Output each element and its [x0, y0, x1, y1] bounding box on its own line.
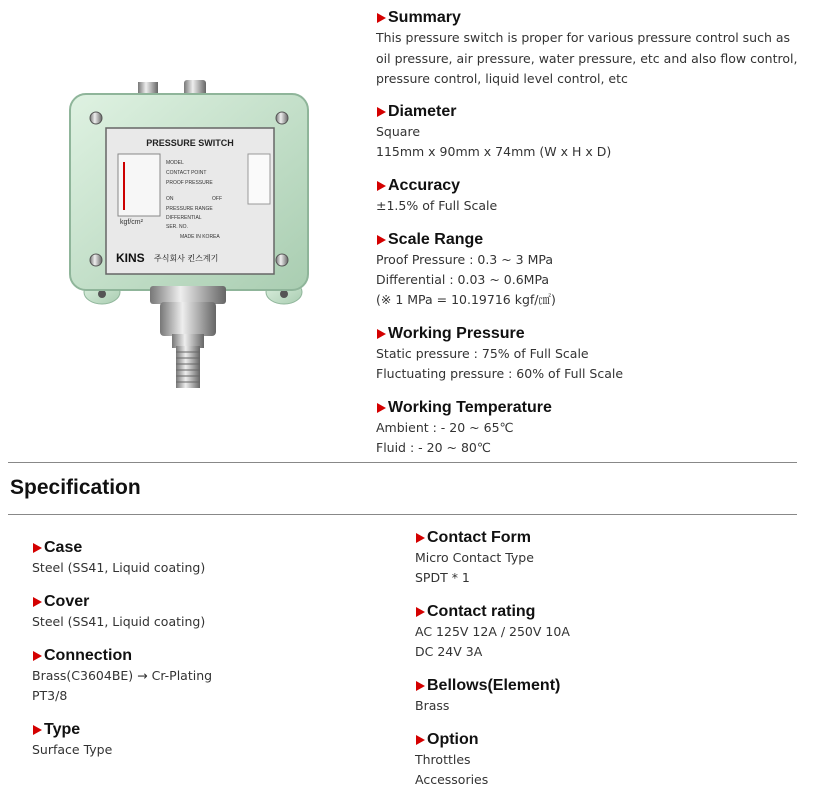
- option-line-2: Accessories: [415, 772, 489, 787]
- svg-text:PROOF PRESSURE: PROOF PRESSURE: [166, 180, 213, 186]
- diameter-section: [376, 102, 611, 162]
- working-pressure-line-2: Fluctuating pressure : 60% of Full Scale: [376, 366, 624, 381]
- red-arrow-icon: [377, 181, 386, 191]
- contact-rating-line-2: DC 24V 3A: [415, 644, 483, 659]
- red-arrow-icon: [33, 597, 42, 607]
- connection-line-2: PT3/8: [32, 688, 68, 703]
- bellows-line-1: Brass: [415, 698, 450, 713]
- red-arrow-icon: [377, 13, 386, 23]
- svg-text:CONTACT POINT: CONTACT POINT: [166, 170, 207, 176]
- contact-rating-line-1: AC 125V 12A / 250V 10A: [415, 624, 570, 639]
- red-arrow-icon: [377, 107, 386, 117]
- case-title: Case: [44, 539, 83, 556]
- contact-form-section: [415, 528, 534, 588]
- case-section: [32, 538, 205, 578]
- accuracy-section: [376, 176, 497, 216]
- red-arrow-icon: [377, 329, 386, 339]
- diameter-line-1: Square: [376, 124, 421, 139]
- scale-range-line-1: Proof Pressure : 0.3 ~ 3 MPa: [376, 252, 554, 267]
- working-temperature-title: Working Temperature: [388, 399, 552, 416]
- case-line-1: Steel (SS41, Liquid coating): [32, 560, 206, 575]
- red-arrow-icon: [416, 533, 425, 543]
- summary-title: Summary: [388, 9, 461, 26]
- type-section: [32, 720, 112, 760]
- contact-form-title: Contact Form: [427, 529, 531, 546]
- summary-section: [376, 8, 806, 90]
- option-section: [415, 730, 488, 790]
- working-temperature-section: [376, 398, 552, 458]
- summary-text: This pressure switch is proper for various pressure control such as oil pressure, air pressure, water pressure, etc and also flow control, pressure control, liquid level control, etc: [376, 30, 798, 86]
- red-arrow-icon: [33, 725, 42, 735]
- svg-text:주식회사 킨스계기: 주식회사 킨스계기: [154, 254, 219, 263]
- scale-range-section: [376, 230, 556, 310]
- working-temperature-line-2: Fluid : - 20 ~ 80℃: [376, 440, 491, 455]
- connection-line-1: Brass(C3604BE) → Cr-Plating: [32, 668, 213, 683]
- svg-text:MADE IN KOREA: MADE IN KOREA: [180, 234, 220, 240]
- red-arrow-icon: [416, 681, 425, 691]
- option-line-1: Throttles: [415, 752, 471, 767]
- bellows-section: [415, 676, 560, 716]
- bellows-title: Bellows(Element): [427, 677, 561, 694]
- red-arrow-icon: [33, 543, 42, 553]
- scale-range-line-3: (※ 1 MPa = 10.19716 kgf/㎠): [376, 292, 556, 307]
- working-pressure-section: [376, 324, 623, 384]
- accuracy-line-1: ±1.5% of Full Scale: [376, 198, 498, 213]
- cover-line-1: Steel (SS41, Liquid coating): [32, 614, 206, 629]
- red-arrow-icon: [416, 607, 425, 617]
- contact-rating-title: Contact rating: [427, 603, 536, 620]
- red-arrow-icon: [416, 735, 425, 745]
- contact-form-line-1: Micro Contact Type: [415, 550, 534, 565]
- svg-text:OFF: OFF: [212, 196, 222, 202]
- svg-text:kgf/cm²: kgf/cm²: [120, 219, 143, 226]
- connection-section: [32, 646, 212, 706]
- diameter-line-2: 115mm x 90mm x 74mm (W x H x D): [376, 144, 612, 159]
- product-photo: [62, 78, 322, 398]
- divider-bottom: [8, 514, 797, 515]
- svg-text:ON: ON: [166, 196, 174, 202]
- type-line-1: Surface Type: [32, 742, 113, 757]
- type-title: Type: [44, 721, 81, 738]
- svg-text:DIFFERENTIAL: DIFFERENTIAL: [166, 215, 202, 221]
- accuracy-title: Accuracy: [388, 177, 461, 194]
- red-arrow-icon: [377, 403, 386, 413]
- diameter-title: Diameter: [388, 103, 457, 120]
- svg-text:PRESSURE RANGE: PRESSURE RANGE: [166, 206, 213, 212]
- connection-title: Connection: [44, 647, 132, 664]
- working-pressure-line-1: Static pressure : 75% of Full Scale: [376, 346, 589, 361]
- cover-section: [32, 592, 205, 632]
- cover-title: Cover: [44, 593, 90, 610]
- contact-rating-section: [415, 602, 570, 662]
- svg-text:MODEL: MODEL: [166, 160, 184, 166]
- svg-text:PRESSURE SWITCH: PRESSURE SWITCH: [146, 138, 234, 148]
- divider-top: [8, 462, 797, 463]
- svg-text:KINS: KINS: [116, 251, 145, 265]
- option-title: Option: [427, 731, 479, 748]
- scale-range-title: Scale Range: [388, 231, 484, 248]
- scale-range-line-2: Differential : 0.03 ~ 0.6MPa: [376, 272, 550, 287]
- contact-form-line-2: SPDT * 1: [415, 570, 470, 585]
- specification-heading: Specification: [10, 476, 141, 499]
- svg-text:SER. NO.: SER. NO.: [166, 224, 188, 230]
- red-arrow-icon: [377, 235, 386, 245]
- red-arrow-icon: [33, 651, 42, 661]
- working-temperature-line-1: Ambient : - 20 ~ 65℃: [376, 420, 514, 435]
- working-pressure-title: Working Pressure: [388, 325, 525, 342]
